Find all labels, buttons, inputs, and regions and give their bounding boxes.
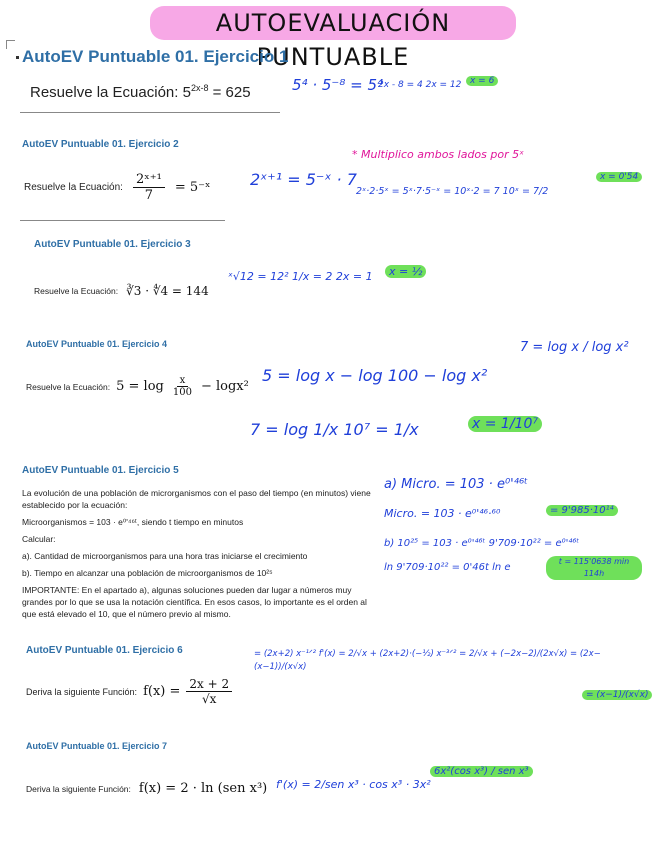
ex1-handwriting: 5⁴ · 5⁻⁸ = 5⁴ — [292, 76, 383, 94]
ex2-handwriting-2: 2ˣ·2·5ˣ = 5ˣ·7·5⁻ˣ = 10ˣ·2 = 7 10ˣ = 7/2 — [356, 186, 549, 197]
ex5-item-a: a). Cantidad de microorganismos para una hora tras iniciarse el crecimiento — [22, 551, 308, 561]
ex2-answer: x = 0'54 — [596, 172, 642, 182]
ex3-prompt: Resuelve la Ecuación: — [34, 286, 119, 296]
ex4-equation — [26, 375, 249, 398]
ex4-answer: x = 1/10⁷ — [468, 416, 542, 432]
ex3-answer: x = ½ — [385, 265, 426, 278]
ex6-prompt: Deriva la siguiente Función: — [26, 686, 138, 697]
ex1-prompt-text: Resuelve la Ecuación: 5 — [30, 84, 191, 101]
ex4-left: 5 = log — [116, 379, 164, 394]
ex5-item-b: b). Tiempo en alcanzar una población de microorganismos de 10²⁵ — [22, 568, 273, 578]
divider — [20, 220, 225, 221]
ex2-note: * Multiplico ambos lados por 5ˣ — [352, 148, 524, 161]
ex6-equation — [26, 677, 232, 706]
page-title: AUTOEVALUACIÓN PUNTUABLE — [215, 9, 451, 71]
ex7-math: f(x) = 2 · ln (sen x³) — [138, 781, 268, 796]
ex4-handwriting-2: 7 = log x / log x² — [520, 340, 629, 355]
ex6-numerator: 2x + 2 — [186, 677, 232, 692]
ex4-heading: AutoEV Puntuable 01. Ejercicio 4 — [26, 339, 168, 349]
ex7-handwriting: f'(x) = 2/sen x³ · cos x³ · 3x² — [276, 778, 431, 791]
ex5-handwriting-a1: a) Micro. = 103 · e⁰'⁴⁶ᵗ — [384, 477, 528, 492]
ex7-equation — [26, 781, 267, 796]
ex1-heading: AutoEV Puntuable 01. Ejercicio 1 — [22, 47, 289, 66]
ex6-handwriting: = (2x+2) x⁻¹ᐟ² f'(x) = 2/√x + (2x+2)·(−½) x⁻³ᐟ² = 2/√x + (−2x−2)/(2x√x) = (2x−(x−1))/(x√x) — [254, 649, 601, 672]
ex1-prompt — [30, 83, 251, 101]
ex2-denominator: 7 — [144, 188, 154, 203]
ex2-numerator: 2ˣ⁺¹ — [133, 172, 165, 188]
ex4-numerator: x — [177, 375, 189, 387]
ex5-calcular: Calcular: — [22, 534, 56, 544]
ex6-denominator: √x — [202, 692, 217, 706]
ex2-prompt: Resuelve la Ecuación: — [24, 182, 123, 193]
ex4-handwriting: 5 = log x − log 100 − log x² — [262, 366, 488, 385]
ex7-prompt: Deriva la siguiente Función: — [26, 783, 131, 794]
ex1-answer: x = 6 — [466, 76, 498, 86]
ex6-fx: f(x) = — [143, 684, 181, 699]
ex1-exponent: 2x-8 — [190, 83, 209, 93]
ex4-denominator: 100 — [172, 387, 192, 398]
ex5-heading: AutoEV Puntuable 01. Ejercicio 5 — [22, 465, 179, 476]
ex2-fraction — [133, 172, 165, 203]
ex5-body — [22, 487, 374, 620]
bullet-icon — [16, 56, 19, 59]
ex5-handwriting-a2: Micro. = 103 · e⁰'⁴⁶·⁶⁰ — [384, 507, 501, 520]
ex5-answer-b: t = 115'0638 min 114h — [546, 556, 642, 580]
ex1-handwriting-2: 2x - 8 = 4 2x = 12 — [378, 80, 462, 90]
collapse-marker[interactable] — [6, 40, 15, 49]
ex6-answer: = (x−1)/(x√x) — [582, 690, 652, 700]
ex6-fraction — [186, 677, 232, 706]
ex4-right: − logx² — [200, 379, 249, 394]
ex4-prompt: Resuelve la Ecuación: — [26, 381, 111, 392]
ex4-handwriting-3: 7 = log 1/x 10⁷ = 1/x — [250, 420, 419, 439]
ex3-math: ∛3 · ∜4 = 144 — [126, 284, 209, 298]
ex7-answer: 6x²(cos x³) / sen x³ — [430, 766, 533, 777]
ex7-heading: AutoEV Puntuable 01. Ejercicio 7 — [26, 741, 168, 751]
ex2-equation — [24, 172, 210, 203]
ex5-answer-a: = 9'985·10¹⁴ — [546, 505, 618, 516]
ex4-fraction — [170, 375, 195, 398]
ex3-handwriting: ˣ√12 = 12² 1/x = 2 2x = 1 — [228, 270, 373, 283]
divider — [20, 112, 280, 113]
ex2-handwriting: 2ˣ⁺¹ = 5⁻ˣ · 7 — [250, 170, 357, 189]
ex5-handwriting-b1: b) 10²⁵ = 103 · e⁰'⁴⁶ᵗ 9'709·10²² = e⁰'⁴⁶ᵗ — [384, 538, 580, 549]
ex3-equation — [34, 284, 209, 298]
ex5-important: IMPORTANTE: En el apartado a), algunas soluciones pueden dar lugar a números muy grandes por lo que se usa la notación científica. En esos casos, lo importante es el orden al que está elevado el 10, que el número previo al mismo. — [22, 585, 367, 619]
ex1-rhs: = 625 — [208, 84, 251, 101]
ex2-rhs: = 5⁻ˣ — [174, 180, 211, 195]
ex2-heading: AutoEV Puntuable 01. Ejercicio 2 — [22, 139, 179, 150]
ex5-formula: Microorganismos = 103 · e⁰'⁴⁶ᵗ, siendo t tiempo en minutos — [22, 517, 244, 527]
ex5-handwriting-b2: ln 9'709·10²² = 0'46t ln e — [384, 562, 511, 573]
ex5-paragraph: La evolución de una población de microrganismos con el paso del tiempo (en minutos) viene establecido por la ecuación: — [22, 488, 371, 510]
ex3-heading: AutoEV Puntuable 01. Ejercicio 3 — [34, 239, 191, 250]
ex6-heading: AutoEV Puntuable 01. Ejercicio 6 — [26, 645, 183, 656]
